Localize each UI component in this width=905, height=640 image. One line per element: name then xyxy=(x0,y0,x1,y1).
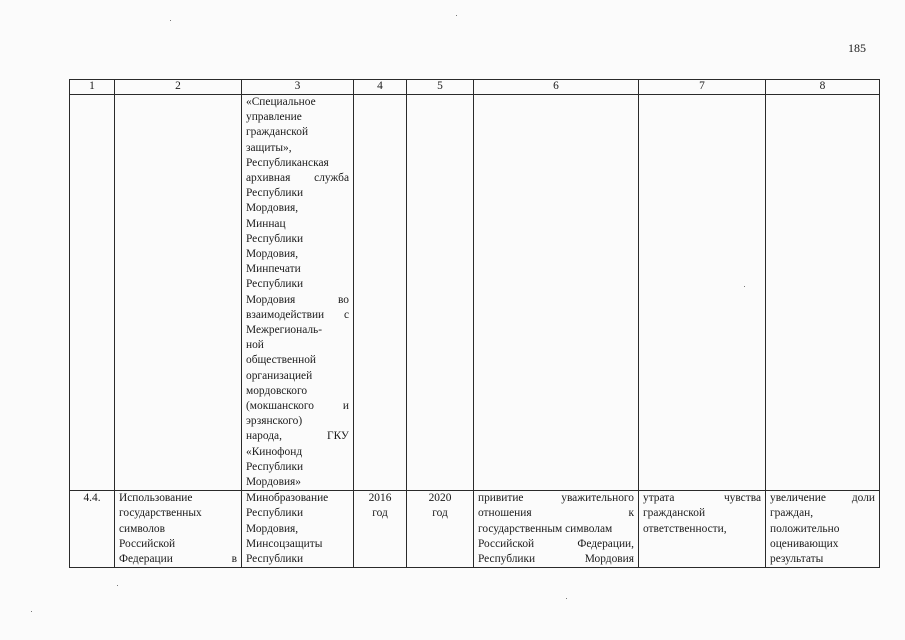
cell-line: оценивающих xyxy=(770,537,839,550)
measure-name-cell xyxy=(115,491,242,568)
cell-line: увеличение доли xyxy=(770,492,875,505)
scan-speck xyxy=(456,15,457,16)
cell-line: Федерации в xyxy=(119,553,237,566)
table-header-row xyxy=(70,80,880,95)
cell-line: ной xyxy=(246,339,264,352)
scan-speck xyxy=(566,598,567,599)
start-year-unit: год xyxy=(372,507,388,520)
cell-line: (мокшанского и xyxy=(246,400,349,413)
cell-line: общественной xyxy=(246,354,316,367)
page-number: 185 xyxy=(848,41,866,55)
cell-line: Республики xyxy=(246,278,304,291)
cell-line: гражданской xyxy=(643,507,706,520)
cell-line: народа, ГКУ xyxy=(246,430,349,443)
cell-line: Республики xyxy=(246,553,304,566)
continued-cell-8 xyxy=(766,95,880,491)
cell-line: государственным символам xyxy=(478,522,613,535)
cell-line: государственных xyxy=(119,507,202,520)
header-cell-7: 7 xyxy=(639,80,766,95)
end-year: 2020 xyxy=(428,492,452,505)
cell-line: Республики xyxy=(246,460,304,473)
cell-line: Межрегиональ- xyxy=(246,324,323,337)
cell-line: Республики xyxy=(246,232,304,245)
table-row-4-4 xyxy=(70,491,880,568)
cell-line: Минсоцзащиты xyxy=(246,537,323,550)
cell-line: «Специальное xyxy=(246,96,316,108)
cell-line: Мордовия во xyxy=(246,293,349,306)
header-cell-1: 1 xyxy=(70,80,115,95)
continued-executors-cell xyxy=(242,95,354,491)
end-period-cell xyxy=(407,491,474,568)
indicator-cell xyxy=(766,491,880,568)
cell-line: эрзянского) xyxy=(246,415,303,428)
scan-speck xyxy=(170,20,171,21)
cell-line: Мордовия» xyxy=(246,476,301,489)
cell-line: «Кинофонд xyxy=(246,445,303,458)
cell-line: Использование xyxy=(119,492,193,505)
document-table xyxy=(69,79,880,568)
cell-line: утрата чувства xyxy=(643,492,761,505)
continued-cell-2 xyxy=(115,95,242,491)
cell-line: Республиканская xyxy=(246,156,329,169)
executors-cell xyxy=(242,491,354,568)
cell-line: привитие уважительного xyxy=(478,492,634,505)
cell-line: мордовского xyxy=(246,384,308,397)
header-cell-3: 3 xyxy=(242,80,354,95)
continued-cell-6 xyxy=(474,95,639,491)
cell-line: Республики Мордовия xyxy=(478,553,634,566)
cell-line: Республики xyxy=(246,187,304,200)
table-row-continued xyxy=(70,95,880,491)
header-cell-6: 6 xyxy=(474,80,639,95)
cell-line: положительно xyxy=(770,522,840,535)
cell-line: Минпечати xyxy=(246,263,301,276)
continued-cell-5 xyxy=(407,95,474,491)
scan-speck xyxy=(31,611,32,612)
cell-line: ответственности, xyxy=(643,522,727,535)
cell-line: гражданской xyxy=(246,126,309,139)
start-year: 2016 xyxy=(368,492,392,505)
cell-line: Республики xyxy=(246,507,304,520)
expected-result-cell xyxy=(474,491,639,568)
cell-line: Минобразование xyxy=(246,492,329,505)
cell-line: символов xyxy=(119,522,165,535)
cell-line: результаты xyxy=(770,553,824,566)
header-cell-2: 2 xyxy=(115,80,242,95)
cell-line: граждан, xyxy=(770,507,814,520)
header-cell-8: 8 xyxy=(766,80,880,95)
cell-line: Российской Федерации, xyxy=(478,537,634,550)
cell-line: организацией xyxy=(246,369,313,382)
cell-line: архивная служба xyxy=(246,172,349,185)
scan-speck xyxy=(117,585,118,586)
start-period-cell xyxy=(354,491,407,568)
cell-line: Миннац xyxy=(246,217,286,230)
cell-line: Мордовия, xyxy=(246,248,299,261)
continued-cell-7 xyxy=(639,95,766,491)
cell-line: управление xyxy=(246,111,302,124)
cell-line: Мордовия, xyxy=(246,202,299,215)
header-cell-4: 4 xyxy=(354,80,407,95)
row-number-cell: 4.4. xyxy=(70,491,115,568)
cell-line: отношения к xyxy=(478,507,634,520)
end-year-unit: год xyxy=(432,507,448,520)
continued-cell-4 xyxy=(354,95,407,491)
cell-line: Мордовия, xyxy=(246,522,299,535)
continued-cell-1 xyxy=(70,95,115,491)
cell-line: Российской xyxy=(119,537,176,550)
cell-line: взаимодействии с xyxy=(246,308,349,321)
cell-line: защиты», xyxy=(246,141,292,154)
scan-speck xyxy=(744,286,745,287)
consequences-cell xyxy=(639,491,766,568)
header-cell-5: 5 xyxy=(407,80,474,95)
